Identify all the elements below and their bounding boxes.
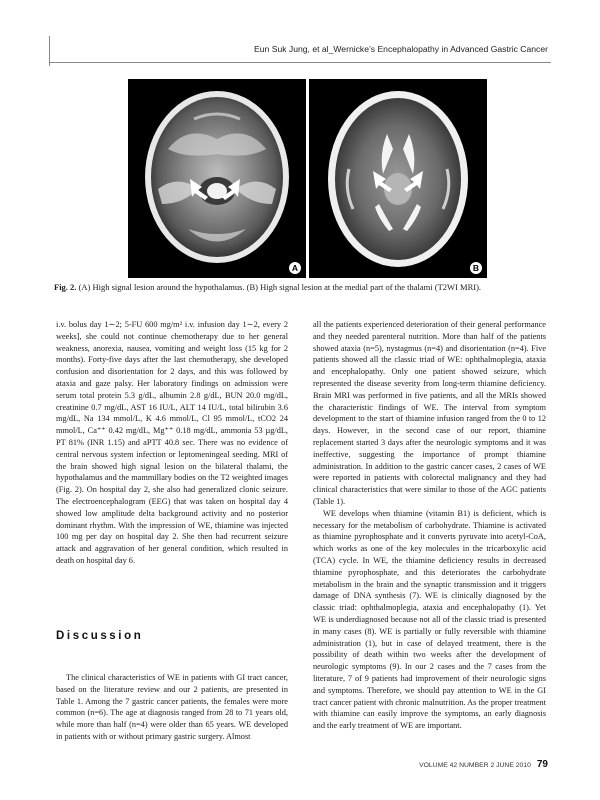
left-column-lower	[56, 672, 288, 743]
caption-text: (A) High signal lesion around the hypothalamus. (B) High signal lesion at the medial part of the thalami (T2WI MRI).	[76, 282, 482, 292]
figure-2	[128, 79, 490, 278]
left-paragraph-2: The clinical characteristics of WE in patients with GI tract cancer, based on the literature review and our 2 patients, are presented in Table 1. Among the 7 gastric cancer patients, the females were more common (n=6). The age at diagnosis ranged from 28 to 71 years old, while more than half (n=4) were older than 65 years. WE developed in patients with or without primary gastric surgery. Almost	[56, 673, 288, 741]
header-rule-horizontal	[49, 62, 551, 63]
page-footer	[419, 759, 548, 770]
mri-image-a	[128, 79, 306, 278]
page-number: 79	[536, 759, 548, 770]
section-heading-discussion: Discussion	[56, 630, 144, 642]
right-paragraph-2: WE develops when thiamine (vitamin B1) is deficient, which is necessary for the metabolism of carbohydrate. Thiamine is activated as thiamine pyrophosphate and it converts pyruvate into acetyl-CoA, which works as one of the key molecules in the tricarboxylic acid (TCA) cycle. In WE, the thiamine deficiency results in decreased thiamine pyrophosphate, and this deteriorates the carbohydrate metabolism in the brain and the synaptic transmission and it triggers damage of DNA synthesis (7). WE is clinically diagnosed by the classic triad: ophthalmoplegia, ataxia and encephalopathy (1). Yet WE is underdiagnosed because not all of the classic triad is presented in many cases (8). WE is partially or fully reversible with thiamine administration (1), but in case of delayed treatment, there is the possibility of death within two weeks after the development of neurologic symptoms (9). In our 2 cases and the 7 cases from the literature, 7 of 9 patients had improvement of their neurologic signs and symptoms. Therefore, we should pay attention to WE in the GI tract cancer patient with chronic malnutrition. As the proper treatment with thiamine can easily improve the symptoms, an early diagnosis and the early treatment of WE are important.	[313, 508, 546, 731]
panel-label-a: A	[289, 262, 301, 274]
footer-volume: VOLUME 42 NUMBER 2 JUNE 2010	[419, 762, 531, 769]
right-column	[313, 319, 546, 732]
caption-label: Fig. 2.	[54, 282, 77, 292]
panel-label-b: B	[470, 262, 482, 274]
right-paragraph-1: all the patients experienced deterioration of their general performance and they needed parenteral nutrition. More than half of the patients showed ataxia (n=5), nystagmus (n=4) and disorientation (n=4). Five patients showed all the classic triad of WE: ophthalmoplegia, ataxia and encephalopathy. Only one patient showed seizure, which represented the disease severity from long-term thiamine deficiency. Brain MRI was performed in five patients, and all the MRIs showed the characteristic findings of WE. The interval from symptom development to the start of thiamine infusion ranged from the 0 to 12 days. However, in the second case of our report, thiamine replacement started 3 days after the neurologic symptoms and it was ineffective, suggesting the importance of prompt thiamine administration. In addition to the gastric cancer cases, 2 cases of WE were reported in patients with colorectal malignancy and they had clinical characteristics that were similar to those of the AGC patients (Table 1).	[313, 320, 546, 506]
left-paragraph-1: i.v. bolus day 1∼2; 5-FU 600 mg/m² i.v. infusion day 1∼2, every 2 weeks], she could not continue chemotherapy due to her general weakness, anorexia, nausea, vomiting and weight loss (15 kg for 2 months). Forty-five days after the last chemotherapy, she developed confusion and disorientation for 2 days, and this was followed by ataxia and gaze palsy. Her laboratory findings on admission were serum total protein 5.3 g/dL, albumin 2.8 g/dL, BUN 20.0 mg/dL, creatinine 0.7 mg/dL, AST 16 IU/L, ALT 14 IU/L, total bilirubin 3.6 mg/dL, Na 134 mmol/L, K 4.6 mmol/L, Cl 95 mmol/L, tCO2 24 mmol/L, Ca⁺⁺ 0.42 mg/dL, Mg⁺⁺ 0.18 mg/dL, ammonia 53 µg/dL, PT 81% (INR 1.15) and aPTT 40.8 sec. There was no evidence of central nervous system infection or leptomeningeal seeding. MRI of the brain showed high signal lesion on the bilateral thalami, the hypothalamus and the mammillary bodies on the T2 weighted images (Fig. 2). On hospital day 2, she also had generalized clonic seizure. The electroencephalogram (EEG) that was taken on hospital day 4 showed low amplitude delta background activity and no posterior dominant rhythm. With the impression of WE, thiamine was injected 100 mg per day on hospital day 2. She then had recurrent seizure attack and aggravation of her general condition, which resulted in death on hospital day 6.	[56, 320, 288, 565]
running-head: Eun Suk Jung, et al_Wernicke’s Encephalopathy in Advanced Gastric Cancer	[254, 44, 548, 54]
mri-image-b	[309, 79, 487, 278]
left-column	[56, 319, 288, 567]
figure-caption	[54, 282, 554, 293]
